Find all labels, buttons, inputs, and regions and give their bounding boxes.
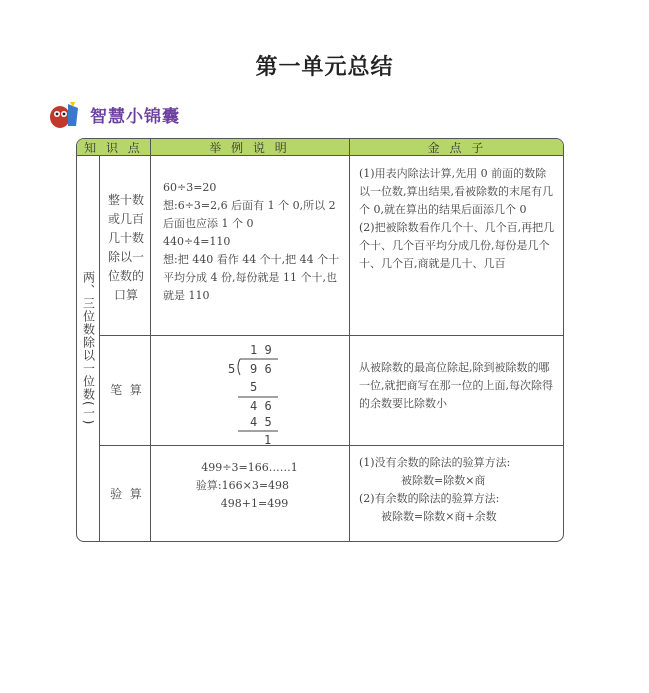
example-line: 498+1=499	[220, 497, 289, 510]
division-step: 5	[250, 380, 258, 394]
topic-written-calc	[104, 335, 148, 445]
division-step: 4 5	[250, 415, 272, 429]
tip-line: (2)把被除数看作几个十、几个百,再把几个十、几个百平均分成几份,每份是几个十、几个百,商就是几十、几百	[359, 221, 555, 270]
topic-text: 整十数或几百几十数除以一位数的口算	[107, 193, 144, 302]
example-check-calc	[150, 459, 349, 513]
example-line: 想:把 440 看作 44 个十,把 44 个十平均分成 4 份,每份就是 11 个十,也就是 110	[163, 253, 340, 302]
header-topic: 知 识 点	[77, 139, 150, 156]
example-mental-calc	[157, 179, 349, 305]
tip-line: (2)有余数的除法的验算方法:	[359, 492, 500, 505]
topic-mental-calc	[104, 183, 148, 313]
grid-line	[99, 445, 563, 446]
grid-line	[349, 139, 350, 541]
header-tips: 金 点 子	[349, 139, 564, 156]
topic-text: 验 算	[110, 487, 142, 501]
summary-table	[76, 138, 564, 542]
mascot-icon	[46, 98, 84, 130]
divisor: 5	[228, 362, 236, 376]
tip-line: 被除数=除数×商	[401, 474, 486, 487]
tips-check-calc	[353, 454, 563, 526]
tips-written-calc	[353, 359, 563, 413]
tip-line: (1)没有余数的除法的验算方法:	[359, 456, 511, 469]
grid-line	[99, 156, 100, 541]
example-line: 想:6÷3=2,6 后面有 1 个 0,所以 2 后面也应添 1 个 0	[163, 199, 336, 230]
header-example: 举 例 说 明	[150, 139, 349, 156]
topic-check-calc	[104, 445, 148, 542]
section-label: 智慧小锦囊	[90, 106, 180, 127]
dividend: 9 6	[250, 362, 272, 376]
example-line: 499÷3=166……1	[201, 461, 298, 474]
group-label-text: 两、三位数除以一位数(一)	[81, 271, 96, 426]
long-division	[150, 335, 349, 445]
example-line: 440÷4=110	[163, 235, 231, 248]
tip-line: 被除数=除数×商+余数	[381, 510, 497, 523]
example-line: 60÷3=20	[163, 181, 217, 194]
group-label	[79, 156, 99, 541]
section-header	[46, 98, 180, 130]
page-title: 第一单元总结	[255, 55, 394, 80]
division-remainder: 1	[264, 433, 272, 447]
division-step: 4 6	[250, 399, 272, 413]
tips-mental-calc	[353, 165, 563, 273]
quotient: 1 9	[250, 343, 272, 357]
tip-line: (1)用表内除法计算,先用 0 前面的数除以一位数,算出结果,看被除数的末尾有几个 0,就在算出的结果后面添几个 0	[359, 167, 553, 216]
tip-line: 从被除数的最高位除起,除到被除数的哪一位,就把商写在那一位的上面,每次除得的余数要比除数小	[359, 361, 553, 410]
example-line: 验算:166×3=498	[195, 479, 290, 492]
topic-text: 笔 算	[110, 383, 142, 397]
